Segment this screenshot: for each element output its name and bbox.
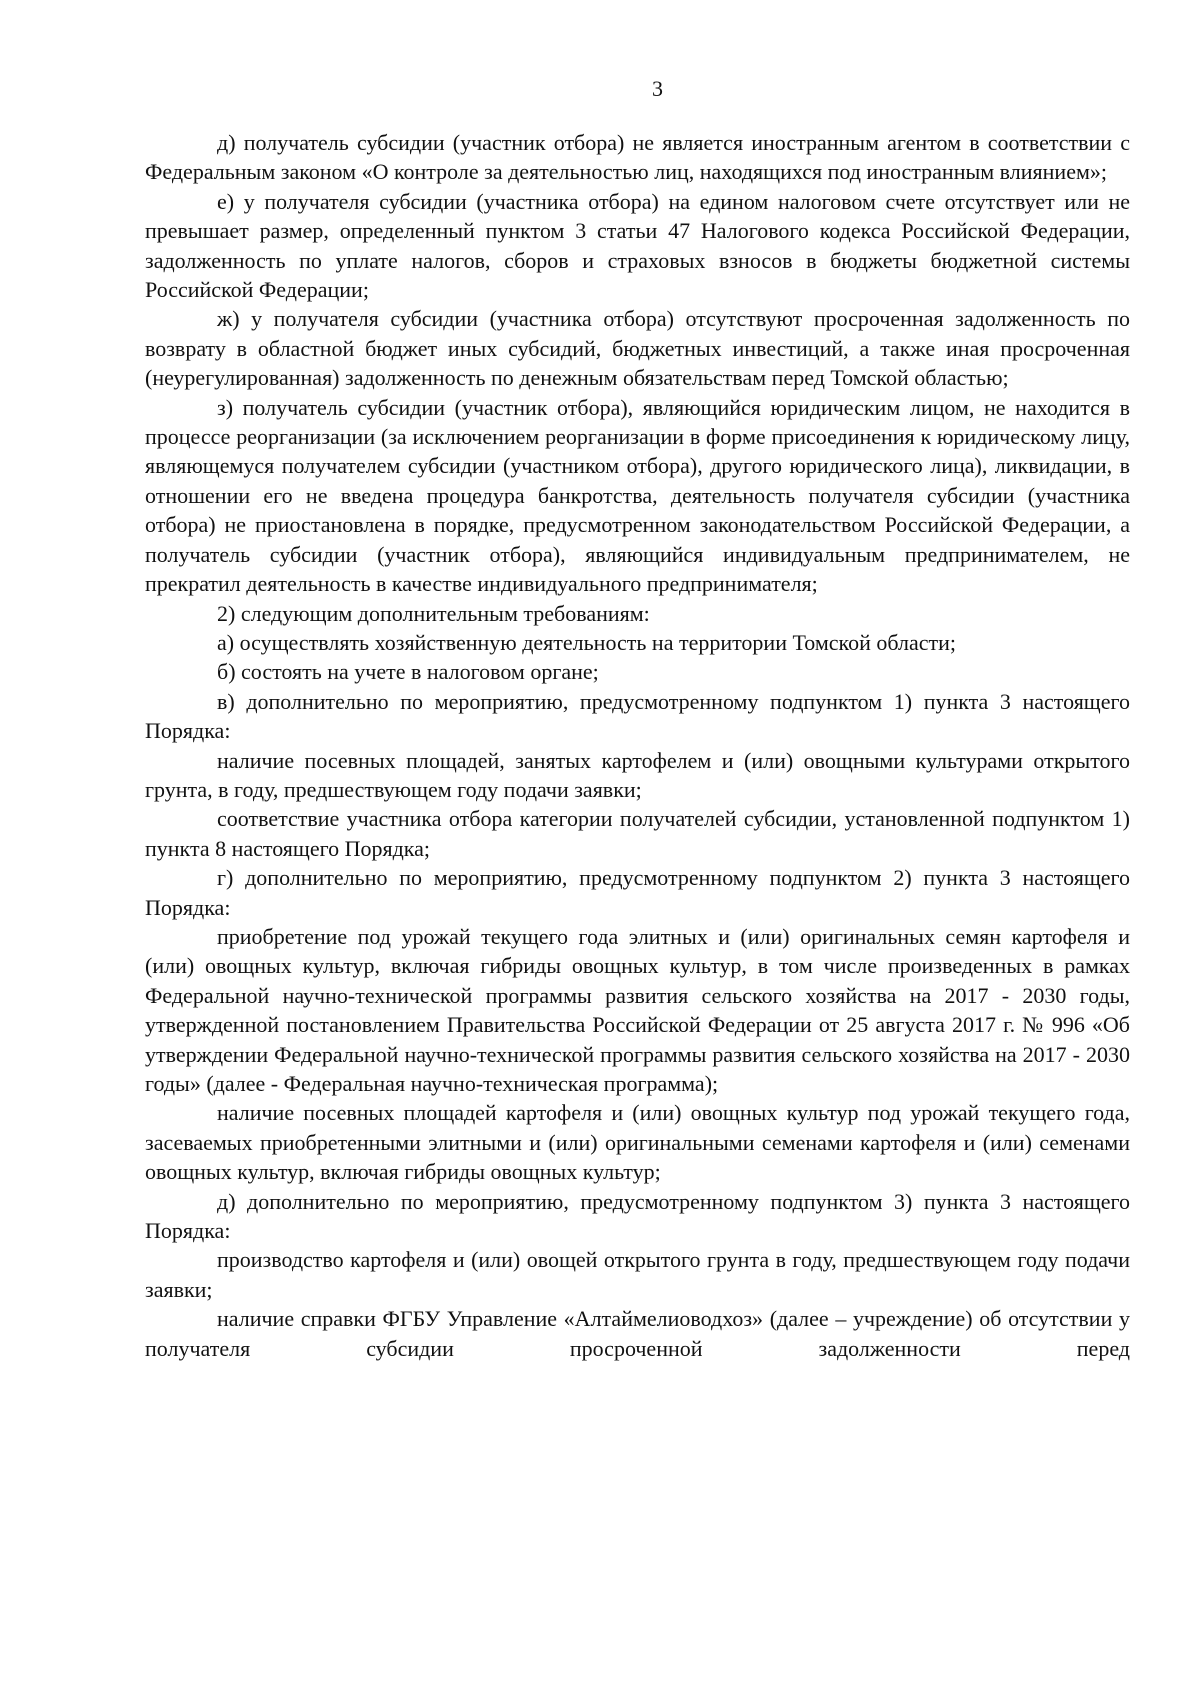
paragraph-certificate: наличие справки ФГБУ Управление «Алтаймелиоводхоз» (далее – учреждение) об отсутствии у получателя субсидии просроченной задолженности перед [145,1306,1130,1361]
paragraph-seed-sown-areas: наличие посевных площадей картофеля и (или) овощных культур под урожай текущего года, засеваемых приобретенными элитными и (или) оригинальными семенами картофеля и (или) семенами овощных культур, включая гибриды овощных культур; [145,1100,1130,1185]
paragraph-e-tax-debt: е) у получателя субсидии (участника отбора) на едином налоговом счете отсутствует или не превышает размер, определенный пунктом 3 статьи 47 Налогового кодекса Российской Федерации, задолженность по уплате налогов, сборов и страховых взносов в бюджеты бюджетной системы Российской Федерации; [145,188,1130,303]
paragraph-z-reorganization: з) получатель субсидии (участник отбора), являющийся юридическим лицом, не находится в процессе реорганизации (за исключением реорганизации в форме присоединения к юридическому лицу, являющемуся получателем субсидии (участником отбора), другого юридического лица), ликвидации, в отношении его не введена процедура банкротства, деятельность получателя субсидии (участника отбора) не приостановлена в порядке, предусмотренном законодательством Российской Федерации, а получатель субсидии (участник отбора), являющийся индивидуальным предпринимателем, не прекратил деятельность в качестве индивидуального предпринимателя; [145,394,1130,597]
paragraph-zh-overdue-debt: ж) у получателя субсидии (участника отбора) отсутствуют просроченная задолженность по возврату в областной бюджет иных субсидий, бюджетных инвестиций, а также иная просроченная (неурегулированная) задолженность по денежным обязательствам перед Томской областью; [145,306,1130,391]
paragraph-b-tax-registration: б) состоять на учете в налоговом органе; [217,659,599,685]
paragraph-g-measure-2: г) дополнительно по мероприятию, предусмотренному подпунктом 2) пункта 3 настоящего Порядка: [145,865,1130,920]
paragraph-seed-purchase: приобретение под урожай текущего года элитных и (или) оригинальных семян картофеля и (или) овощных культур, включая гибриды овощных культур, в том числе произведенных в рамках Федеральной научно-технической программы развития сельского хозяйства на 2017 - 2030 годы, утвержденной постановлением Правительства Российской Федерации от 25 августа 2017 г. № 996 «Об утверждении Федеральной научно-технической программы развития сельского хозяйства на 2017 - 2030 годы» (далее - Федеральная научно-техническая программа); [145,923,1130,1096]
paragraph-sown-areas: наличие посевных площадей, занятых картофелем и (или) овощными культурами открытого грунта, в году, предшествующем году подачи заявки; [145,747,1130,802]
paragraph-d-foreign-agent: д) получатель субсидии (участник отбора) не является иностранным агентом в соответствии с Федеральным законом «О контроле за деятельностью лиц, находящихся под иностранным влиянием»; [145,130,1130,185]
paragraph-2-additional-requirements: 2) следующим дополнительным требованиям: [217,600,650,626]
document-body [145,128,1130,1363]
paragraph-production: производство картофеля и (или) овощей открытого грунта в году, предшествующем году подачи заявки; [145,1247,1130,1302]
paragraph-category-compliance: соответствие участника отбора категории получателей субсидии, установленной подпунктом 1) пункта 8 настоящего Порядка; [145,806,1130,861]
paragraph-v-measure-1: в) дополнительно по мероприятию, предусмотренному подпунктом 1) пункта 3 настоящего Порядка: [145,688,1130,744]
page-number: 3 [652,76,663,101]
paragraph-a-economic-activity: а) осуществлять хозяйственную деятельность на территории Томской области; [217,629,957,655]
paragraph-d-measure-3: д) дополнительно по мероприятию, предусмотренному подпунктом 3) пункта 3 настоящего Порядка: [145,1188,1130,1244]
